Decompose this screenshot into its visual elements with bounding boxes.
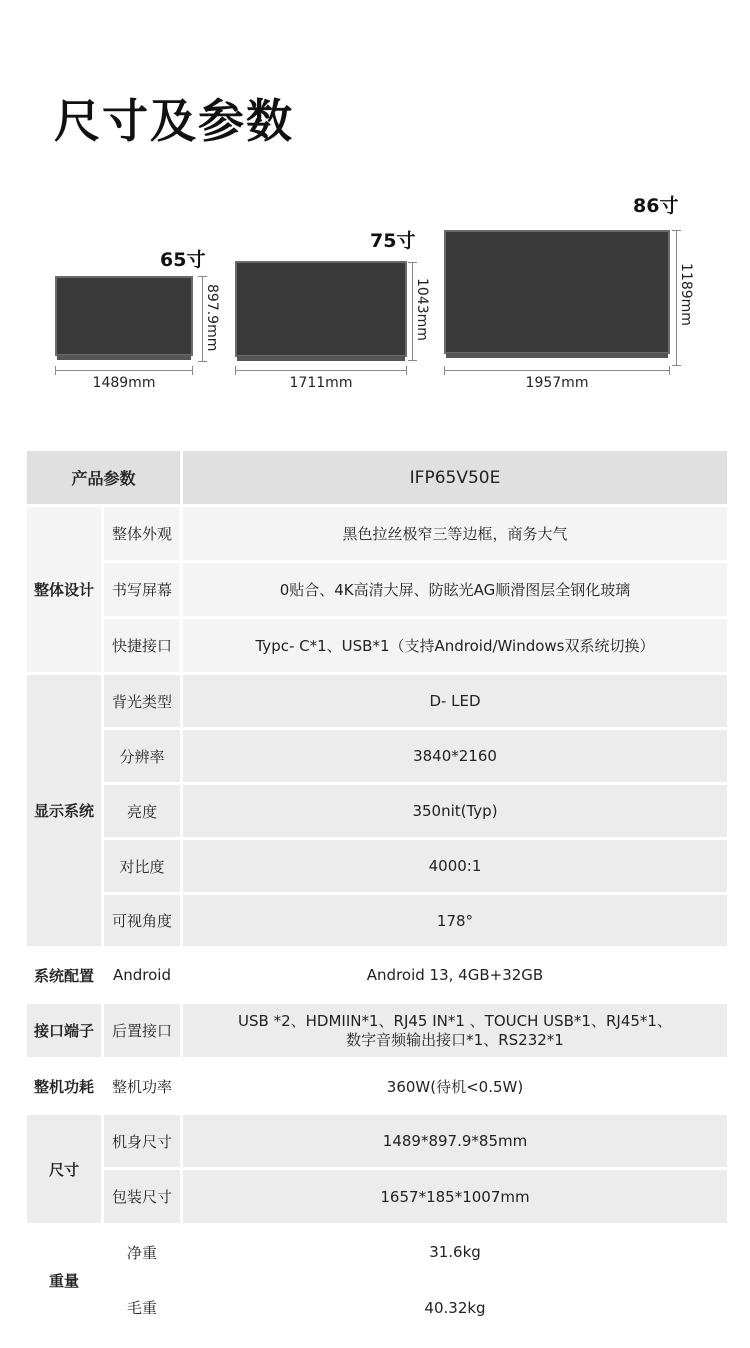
tv-65-width-line [55, 370, 193, 371]
tv-65-illustration [55, 276, 193, 356]
table-header-model: IFP65V50E [183, 451, 727, 504]
group-label-weight: 重量 [27, 1226, 101, 1334]
group-label-design: 整体设计 [27, 507, 101, 672]
param-name: 整机功率 [104, 1060, 180, 1112]
param-name: 亮度 [104, 785, 180, 837]
tv-75-illustration [235, 261, 407, 357]
param-value-line-1: USB *2、HDMIIN*1、RJ45 IN*1 、TOUCH USB*1、RJ45*1、 [238, 1011, 672, 1030]
group-label-display: 显示系统 [27, 675, 101, 946]
param-value: 40.32kg [183, 1281, 727, 1334]
table-header-label: 产品参数 [27, 451, 180, 504]
tv-86-height-line [676, 230, 677, 366]
param-name: 后置接口 [104, 1004, 180, 1057]
group-label-system: 系统配置 [27, 949, 101, 1001]
param-name: 分辨率 [104, 730, 180, 782]
param-value: 4000:1 [183, 840, 727, 892]
param-value-multiline [183, 1004, 727, 1057]
tv-65-width: 1489mm [92, 375, 156, 391]
param-value: D- LED [183, 675, 727, 727]
tv-86-width: 1957mm [525, 375, 589, 391]
tv-75-width: 1711mm [289, 375, 353, 391]
param-name: 净重 [104, 1226, 180, 1278]
tv-75-width-line [235, 370, 407, 371]
tv-86-label: 86寸 [633, 195, 679, 217]
tv-86-width-line [444, 370, 670, 371]
param-value: 3840*2160 [183, 730, 727, 782]
param-name: 背光类型 [104, 675, 180, 727]
param-value: 31.6kg [183, 1226, 727, 1278]
param-value: Typc- C*1、USB*1（支持Android/Windows双系统切换） [183, 619, 727, 672]
group-label-power: 整机功耗 [27, 1060, 101, 1112]
group-label-size: 尺寸 [27, 1115, 101, 1223]
param-value: 黑色拉丝极窄三等边框，商务大气 [183, 507, 727, 560]
param-name: 书写屏幕 [104, 563, 180, 616]
param-value: 1489*897.9*85mm [183, 1115, 727, 1167]
tv-65-height-line [202, 276, 203, 362]
param-name: Android [104, 949, 180, 1001]
tv-65-height: 897.9mm [204, 284, 220, 352]
tv-75-height-line [412, 262, 413, 361]
tv-75-height: 1043mm [414, 278, 430, 341]
param-name: 包装尺寸 [104, 1170, 180, 1223]
page-title: 尺寸及参数 [54, 94, 294, 148]
param-value: Android 13, 4GB+32GB [183, 949, 727, 1001]
param-value: 1657*185*1007mm [183, 1170, 727, 1223]
param-value: 360W(待机<0.5W) [183, 1060, 727, 1112]
param-name: 对比度 [104, 840, 180, 892]
tv-86-illustration [444, 230, 670, 354]
param-value: 350nit(Typ) [183, 785, 727, 837]
param-name: 机身尺寸 [104, 1115, 180, 1167]
param-name: 整体外观 [104, 507, 180, 560]
param-name: 可视角度 [104, 895, 180, 946]
tv-65-label: 65寸 [160, 249, 206, 271]
tv-86-height: 1189mm [678, 263, 694, 326]
param-value: 178° [183, 895, 727, 946]
param-name: 毛重 [104, 1281, 180, 1334]
param-value-line-2: 数字音频输出接口*1、RS232*1 [346, 1030, 564, 1049]
param-name: 快捷接口 [104, 619, 180, 672]
tv-75-label: 75寸 [370, 230, 416, 252]
group-label-ports: 接口端子 [27, 1004, 101, 1057]
param-value: 0贴合、4K高清大屏、防眩光AG顺滑图层全钢化玻璃 [183, 563, 727, 616]
